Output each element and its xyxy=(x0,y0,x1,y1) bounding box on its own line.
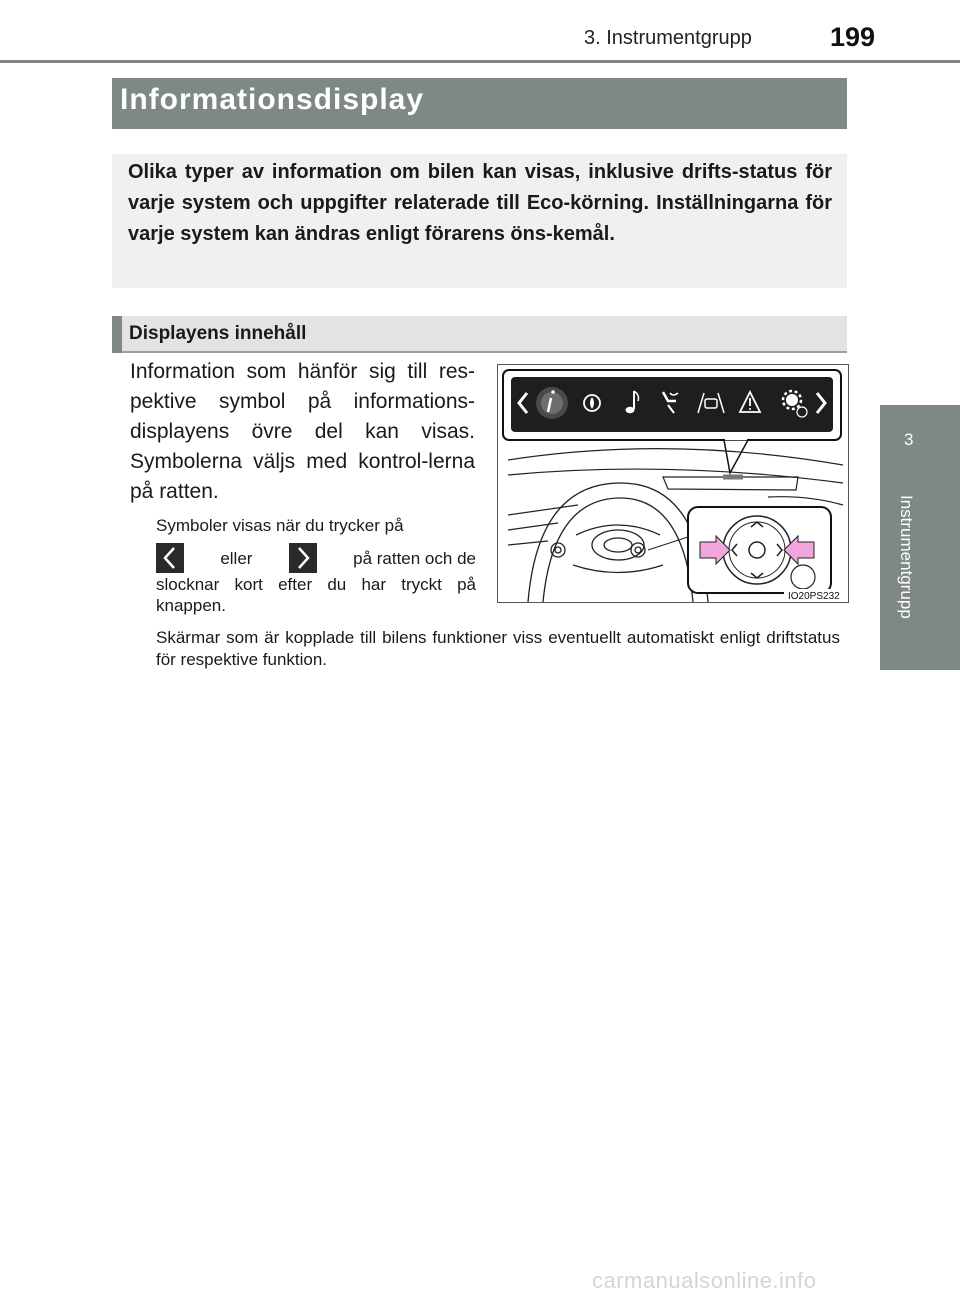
chapter-label: Instrumentgrupp xyxy=(897,495,916,619)
section-heading-bar xyxy=(112,316,847,353)
info-icon xyxy=(536,387,568,419)
chapter-number: 3 xyxy=(904,430,914,449)
section-accent xyxy=(112,316,122,353)
chevron-left-button-icon xyxy=(156,543,184,573)
watermark: carmanualsonline.info xyxy=(592,1268,817,1293)
note-line-1: Symboler visas när du trycker på xyxy=(156,516,404,535)
section-heading: Displayens innehåll xyxy=(129,323,307,344)
header-divider xyxy=(0,60,960,63)
page-title: Informationsdisplay xyxy=(120,83,425,116)
chapter-side-tab xyxy=(880,405,960,670)
chevron-right-button-icon xyxy=(289,543,317,573)
note-line-2 xyxy=(156,542,476,574)
note-word-or: eller xyxy=(220,548,253,568)
page-number: 199 xyxy=(830,22,876,52)
steering-display-illustration xyxy=(497,364,849,603)
note-automatic-screens: Skärmar som är kopplade till bilens funktioner viss eventuellt automatiskt enligt driftstatus för respektive funktion. xyxy=(156,628,840,669)
page-title-bar xyxy=(112,78,847,129)
intro-text: Olika typer av information om bilen kan visas, inklusive drifts-status för varje system och uppgifter relaterade till Eco-körning. Inställningarna för varje system kan ändras enligt förarens öns-kemål. xyxy=(128,161,832,245)
chapter-title: 3. Instrumentgrupp xyxy=(584,27,752,49)
note-text-fragment: på ratten och de xyxy=(353,548,476,568)
control-pad-callout xyxy=(648,507,831,593)
figure-code: IO20PS232 xyxy=(788,591,840,602)
note-buttons xyxy=(156,515,476,616)
steering-wheel xyxy=(528,483,708,602)
intro-box xyxy=(112,154,847,288)
main-paragraph: Information som hänför sig till res-pektive symbol på informations-displayens övre del kan visas. Symbolerna väljs med kontrol-lerna på ratten. xyxy=(130,360,475,503)
display-bar xyxy=(503,370,841,440)
note-line-3: slocknar kort efter du har tryckt på knappen. xyxy=(156,575,476,615)
